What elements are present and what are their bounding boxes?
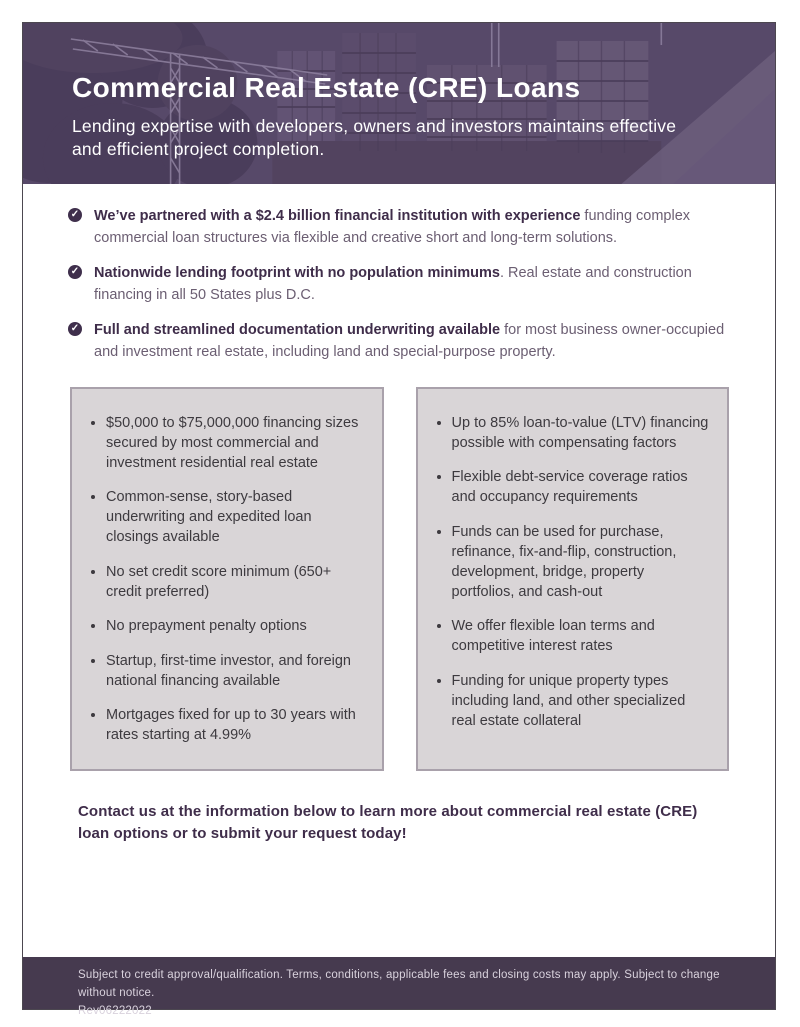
list-item: • Flexible debt-service coverage ratios and occupancy requirements	[452, 467, 712, 507]
highlight-regular-text: funding complex commercial loan structures via flexible and creative short and long-term solutions.	[94, 208, 691, 247]
list-item: • No set credit score minimum (650+ credit preferred)	[106, 562, 366, 602]
header-content	[23, 23, 775, 161]
check-circle-icon: ✓	[68, 208, 82, 222]
feature-box-left	[70, 387, 384, 771]
highlight-regular-text: for most business owner-occupied and investment real estate, including land and special-purpose property.	[94, 321, 725, 361]
feature-box-right	[416, 387, 730, 771]
list-item: • Up to 85% loan-to-value (LTV) financing possible with compensating factors	[452, 413, 712, 453]
list-item: • No prepayment penalty options	[106, 616, 366, 636]
feature-box-left-list	[82, 413, 366, 746]
feature-box-right-list	[428, 413, 712, 731]
highlight-item	[68, 319, 735, 364]
highlight-item	[68, 205, 735, 250]
highlight-regular-text: . Real estate and construction financing in all 50 States plus D.C.	[94, 264, 692, 304]
list-item: • We offer flexible loan terms and competitive interest rates	[452, 616, 712, 656]
highlight-bold-text: Full and streamlined documentation underwriting available	[94, 321, 501, 338]
contact-section	[23, 771, 775, 845]
check-circle-icon: ✓	[68, 322, 82, 336]
highlights-list	[23, 184, 775, 364]
list-item: • Funding for unique property types including land, and other specialized real estate collateral	[452, 671, 712, 731]
footer-disclaimer-text: Subject to credit approval/qualification. Terms, conditions, applicable fees and closing costs may apply. Subject to change without notice.	[78, 969, 720, 999]
page-title: Commercial Real Estate (CRE) Loans	[72, 72, 581, 103]
list-item: • $50,000 to $75,000,000 financing sizes secured by most commercial and investment residential real estate	[106, 413, 366, 473]
list-item: • Common-sense, story-based underwriting and expedited loan closings available	[106, 487, 366, 547]
highlight-bold-text: Nationwide lending footprint with no population minimums	[94, 264, 500, 281]
list-item: • Mortgages fixed for up to 30 years with rates starting at 4.99%	[106, 705, 366, 745]
check-circle-icon: ✓	[68, 265, 82, 279]
highlight-text	[94, 205, 735, 250]
header-banner	[23, 23, 775, 184]
highlight-text	[94, 262, 735, 307]
flyer-page	[22, 22, 776, 1017]
list-item: • Funds can be used for purchase, refinance, fix-and-flip, construction, development, bridge, property portfolios, and cash-out	[452, 522, 712, 602]
footer-revision-number: Rev06222022	[78, 1004, 152, 1017]
list-item: • Startup, first-time investor, and foreign national financing available	[106, 651, 366, 691]
highlight-bold-text: We’ve partnered with a $2.4 billion financial institution with experience	[94, 208, 581, 224]
page-subtitle: Lending expertise with developers, owners and investors maintains effective and efficient project completion.	[72, 115, 677, 159]
contact-callout-text: Contact us at the information below to learn more about commercial real estate (CRE) loan options or to submit your request today!	[78, 802, 698, 842]
feature-boxes	[23, 376, 775, 771]
highlight-text	[94, 319, 735, 364]
footer-bar	[23, 957, 775, 1017]
highlight-item	[68, 262, 735, 307]
